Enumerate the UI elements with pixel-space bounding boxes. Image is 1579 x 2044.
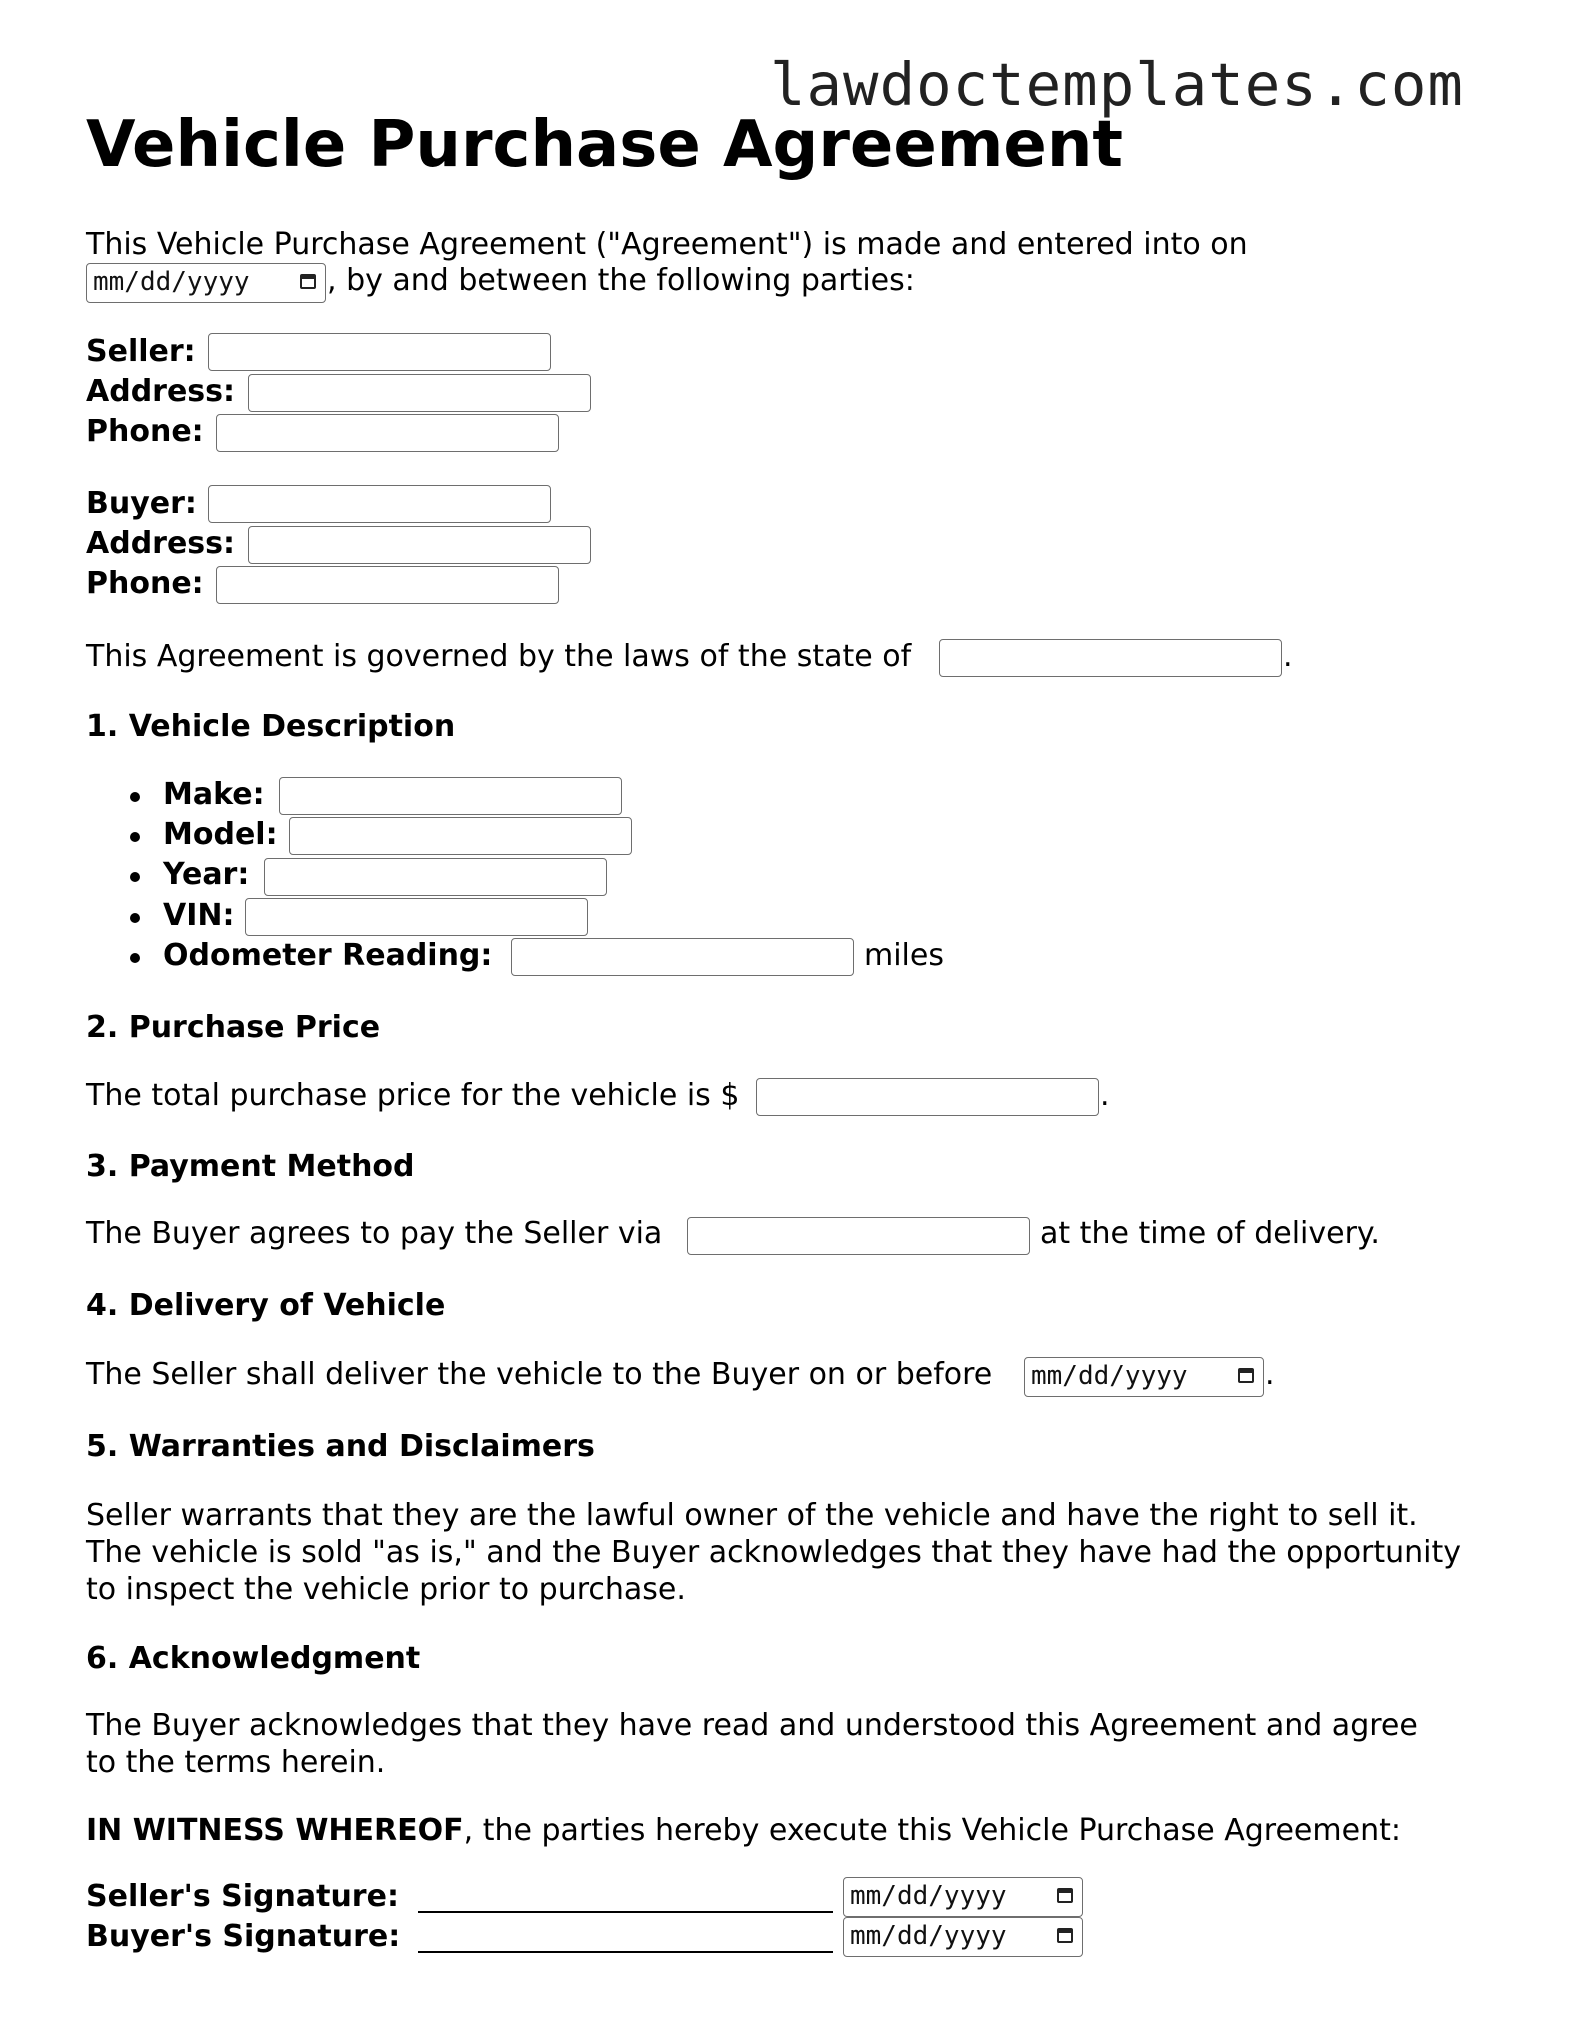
section-5-heading: 5. Warranties and Disclaimers [86,1429,595,1464]
seller-address-input[interactable] [248,374,591,412]
calendar-icon[interactable] [1057,1888,1073,1903]
calendar-icon[interactable] [1057,1928,1073,1943]
acknowledgment-line-1: The Buyer acknowledges that they have read and understood this Agreement and agree [86,1708,1418,1743]
seller-phone-input[interactable] [216,414,559,452]
model-label: Model: [163,817,278,852]
delivery-date-input[interactable] [1024,1357,1264,1397]
buyer-phone-input[interactable] [216,566,559,604]
buyer-address-input[interactable] [248,526,591,564]
make-input[interactable] [279,777,622,815]
year-input[interactable] [264,858,607,896]
vin-label: VIN: [163,898,235,933]
seller-signature-label: Seller's Signature: [86,1879,399,1914]
model-input[interactable] [289,817,632,855]
acknowledgment-line-2: to the terms herein. [86,1745,386,1780]
calendar-icon[interactable] [300,274,316,289]
date-placeholder: mm/dd/yyyy [850,1881,1007,1911]
payment-text-before: The Buyer agrees to pay the Seller via [86,1216,663,1251]
watermark: lawdoctemplates.com [770,50,1464,119]
calendar-icon[interactable] [1238,1368,1254,1383]
payment-method-input[interactable] [687,1217,1030,1255]
buyer-address-label: Address: [86,526,236,561]
buyer-signature-line[interactable] [418,1918,833,1953]
delivery-period: . [1265,1357,1275,1392]
seller-name-input[interactable] [208,333,551,371]
witness-statement [86,1812,1401,1849]
year-label: Year: [163,857,250,892]
payment-text-after: at the time of delivery. [1040,1216,1380,1251]
date-placeholder: mm/dd/yyyy [93,267,250,297]
make-label: Make: [163,777,265,812]
section-6-heading: 6. Acknowledgment [86,1641,421,1676]
odometer-input[interactable] [511,938,854,976]
intro-line-2: , by and between the following parties: [327,263,915,298]
page-title: Vehicle Purchase Agreement [86,108,1123,182]
buyer-signature-date-input[interactable] [843,1917,1083,1957]
governing-law-period: . [1283,639,1293,674]
seller-label: Seller: [86,334,196,369]
seller-signature-line[interactable] [418,1878,833,1913]
bullet [130,832,140,842]
witness-rest: , the parties hereby execute this Vehicle Purchase Agreement: [463,1813,1401,1848]
purchase-price-period: . [1100,1078,1110,1113]
agreement-date-input[interactable] [86,263,326,303]
buyer-label: Buyer: [86,486,197,521]
section-3-heading: 3. Payment Method [86,1149,415,1184]
date-placeholder: mm/dd/yyyy [850,1921,1007,1951]
governing-law-text: This Agreement is governed by the laws of the state of [86,639,912,674]
warranty-line-2: The vehicle is sold "as is," and the Buyer acknowledges that they have had the opportunity [86,1535,1462,1570]
section-1-heading: 1. Vehicle Description [86,709,456,744]
witness-bold: IN WITNESS WHEREOF [86,1813,464,1848]
bullet [130,792,140,802]
date-placeholder: mm/dd/yyyy [1031,1361,1188,1391]
warranty-line-3: to inspect the vehicle prior to purchase. [86,1572,686,1607]
seller-signature-date-input[interactable] [843,1877,1083,1917]
buyer-signature-label: Buyer's Signature: [86,1919,401,1954]
intro-line-1: This Vehicle Purchase Agreement ("Agreement") is made and entered into on [86,227,1248,262]
warranty-line-1: Seller warrants that they are the lawful owner of the vehicle and have the right to sell it. [86,1498,1418,1533]
bullet [130,872,140,882]
seller-address-label: Address: [86,374,236,409]
buyer-phone-label: Phone: [86,566,204,601]
vin-input[interactable] [245,898,588,936]
purchase-price-input[interactable] [756,1078,1099,1116]
section-4-heading: 4. Delivery of Vehicle [86,1288,446,1323]
seller-phone-label: Phone: [86,414,204,449]
section-2-heading: 2. Purchase Price [86,1010,381,1045]
bullet [130,913,140,923]
miles-unit: miles [864,938,944,973]
bullet [130,953,140,963]
odometer-label: Odometer Reading: [163,938,493,973]
state-input[interactable] [939,639,1282,677]
delivery-text: The Seller shall deliver the vehicle to the Buyer on or before [86,1357,993,1392]
buyer-name-input[interactable] [208,485,551,523]
purchase-price-text: The total purchase price for the vehicle is $ [86,1078,740,1113]
